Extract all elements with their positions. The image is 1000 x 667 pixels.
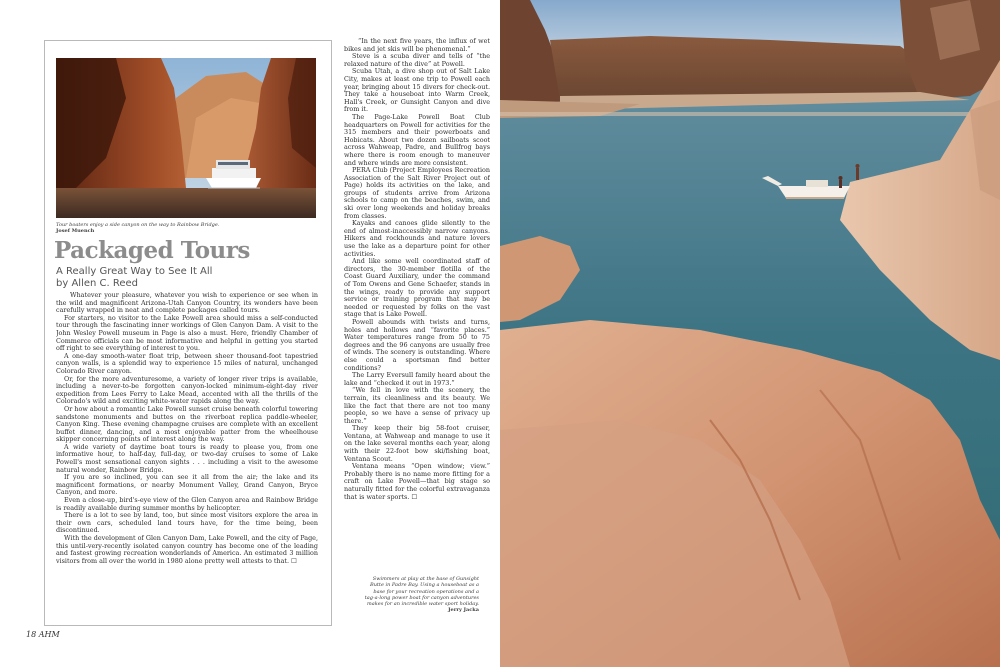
article-headline: Packaged Tours — [54, 237, 250, 264]
paragraph: Or how about a romantic Lake Powell sunset cruise beneath colorful towering sandstone monuments and buttes on the riverboat replica paddle-wheeler, Canyon King. These evening champagne cruises are complete with an excellent buffet dinner, dancing, and a most enjoyable patter from the wheelhouse skipper concerning points of interest along the way. — [56, 404, 318, 444]
paragraph: Scuba Utah, a dive shop out of Salt Lake City, makes at least one trip to Powell each year, bringing about 15 divers for check-out. They take a houseboat into Warm Creek, Hall's Creek, or Gunsight Canyon and dive from it. — [344, 67, 490, 114]
paragraph: For starters, no visitor to the Lake Powell area should miss a self-conducted tour through the fascinating inner workings of Glen Canyon Dam. A visit to the John Wesley Powell museum in Page is also a must. Here, friendly Chamber of Commerce officials can be most informative and helpful in getting you started off right to see everything of interest to you. — [56, 313, 318, 353]
paragraph: Steve is a scuba diver and tells of “the relaxed nature of the dive” at Powell. — [344, 52, 490, 68]
canyon-boat-photo — [56, 58, 316, 218]
page-folio: 18 AHM — [26, 630, 60, 639]
article-column-1 — [56, 292, 318, 618]
paragraph: If you are so inclined, you can see it all from the air; the lake and its magnificent formations, or nearby Monument Valley, Grand Canyon, Bryce Canyon, and more. — [56, 473, 318, 497]
paragraph: With the development of Glen Canyon Dam, Lake Powell, and the city of Page, this until-very-recently isolated canyon country has become one of the leading and fastest growing recreation wonderlands of America. An estimated 3 million visitors from all over the world in 1980 alone pretty well attests to that. ☐ — [56, 534, 318, 565]
right-photo-caption — [362, 576, 479, 614]
paragraph: And like some well coordinated staff of directors, the 30-member flotilla of the Coast Guard Auxiliary, under the command of Tom Owens and Gene Schaefer, stands in the wings, ready to provide any support service or training program that may be needed or requested by folks on the vast stage that is Lake Powell. — [344, 257, 490, 319]
right-photo-caption-text: Swimmers at play at the base of Gunsight Butte in Padre Bay. Using a houseboat as a base for your recreation operations and a tag-a-long power boat for canyon adventures makes for an incredible water sport holiday. — [364, 576, 479, 608]
paragraph: “In the next five years, the influx of wet bikes and jet skis will be phenomenal.” — [344, 38, 490, 53]
paragraph: “We fell in love with the scenery, the terrain, its cleanliness and its beauty. We like the fact that there are not too many people, so we have a sense of privacy up there.” — [344, 386, 490, 425]
article-column-2 — [344, 38, 490, 580]
paragraph: The Page-Lake Powell Boat Club headquarters on Powell for activities for the 315 members and their powerboats and Hobicats. About two dozen sailboats scoot across Wahweap, Padre, and Bullfrog bays where there is room enough to maneuver and where winds are more consistent. — [344, 112, 490, 167]
paragraph: PERA Club (Project Employees Recreation Association of the Salt River Project out of Page) holds its activities on the lake, and groups of students arrive from Arizona schools to camp on the beaches, swim, and ski over long weekends and holiday breaks from classes. — [344, 166, 490, 220]
top-photo-caption — [56, 222, 318, 235]
paragraph: A one-day smooth-water float trip, between sheer thousand-foot tapestried canyon walls, is a splendid way to experience 15 miles of natural, unchanged Colorado River canyon. — [56, 351, 318, 375]
top-photo-caption-text: Tour boaters enjoy a side canyon on the way to Rainbow Bridge. — [56, 222, 220, 228]
top-photo-credit: Josef Muench — [56, 228, 95, 235]
paragraph: Kayaks and canoes glide silently to the end of almost-inaccessibly narrow canyons. Hikers and rockhounds and nature lovers use the lake as a departure point for other activities. — [344, 219, 490, 258]
paragraph: There is a lot to see by land, too, but since most visitors explore the area in their own cars, scheduled land tours have, for the time being, been discontinued. — [56, 511, 318, 535]
paragraph: The Larry Eversull family heard about the lake and “checked it out in 1973.” — [344, 371, 490, 387]
paragraph: Ventana means “Open window; view.” Probably there is no name more fitting for a craft on Lake Powell—that big stage so naturally fitted for the colorful extravaganza that is water sports. ☐ — [344, 462, 490, 501]
right-photo-credit: Jerry Jacka — [448, 607, 479, 614]
lake-powell-photo — [500, 0, 1000, 667]
paragraph: Or, for the more adventuresome, a variety of longer river trips is available, including a never-to-be forgotten canyon-locked minimum-eight-day river expedition from Lees Ferry to Lake Mead, accented with all the thrills of the Colorado's wild and exciting white-water rapids along the way. — [56, 374, 318, 406]
paragraph: Powell abounds with twists and turns, holes and hollows and “favorite places.” Water temperatures range from 50 to 75 degrees and the 96 canyons are usually free of winds. The scenery is outstanding. Where else could a sportsman find better conditions? — [344, 317, 490, 372]
paragraph: A wide variety of daytime boat tours is ready to please you, from one informative hour, to half-day, full-day, or two-day cruises to some of Lake Powell's most sensational canyon sights . . . including a visit to the awesome natural wonder, Rainbow Bridge. — [56, 442, 318, 474]
paragraph: They keep their big 58-foot cruiser, Ventana, at Wahweap and manage to use it on the lake several months each year, along with their 22-foot bow ski/fishing boat, Ventana Scout. — [344, 424, 490, 463]
paragraph: Whatever your pleasure, whatever you wish to experience or see when in the wild and magnificent Arizona-Utah Canyon Country, its wonders have been carefully wrapped in neat and complete packages called tours. — [56, 292, 318, 315]
article-subhead: A Really Great Way to See It All — [56, 266, 213, 277]
paragraph: Even a close-up, bird's-eye view of the Glen Canyon area and Rainbow Bridge is readily available during summer months by helicopter. — [56, 496, 318, 512]
article-byline: by Allen C. Reed — [56, 278, 139, 289]
